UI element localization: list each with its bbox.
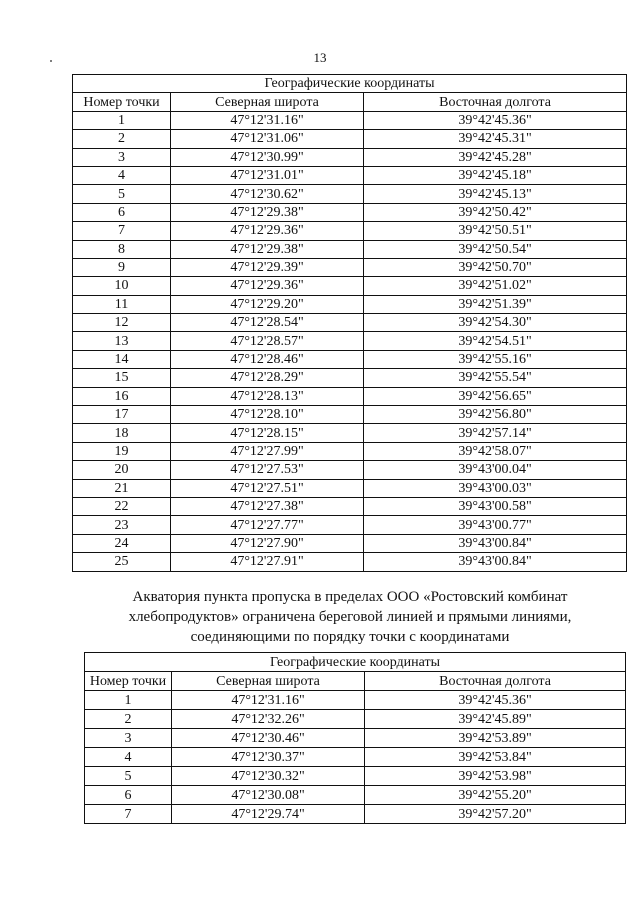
north-latitude-cell: 47°12'29.74"	[172, 805, 365, 824]
north-latitude-cell: 47°12'27.77"	[171, 516, 364, 534]
table-1-row	[73, 516, 627, 534]
east-longitude-cell: 39°42'53.89"	[365, 729, 626, 748]
north-latitude-cell: 47°12'27.99"	[171, 442, 364, 460]
north-latitude-cell: 47°12'27.38"	[171, 497, 364, 515]
table-1-row	[73, 479, 627, 497]
east-longitude-cell: 39°42'56.80"	[364, 406, 627, 424]
point-number-cell: 24	[73, 534, 171, 552]
point-number-cell: 20	[73, 461, 171, 479]
north-latitude-cell: 47°12'28.13"	[171, 387, 364, 405]
table-1-row	[73, 553, 627, 571]
table-1-row	[73, 369, 627, 387]
east-longitude-cell: 39°43'00.84"	[364, 553, 627, 571]
table-2-row	[85, 748, 626, 767]
point-number-cell: 1	[85, 691, 172, 710]
table-1-col-point-number: Номер точки	[73, 93, 171, 111]
table-1-group-header-row	[73, 75, 627, 93]
point-number-cell: 4	[73, 166, 171, 184]
north-latitude-cell: 47°12'27.53"	[171, 461, 364, 479]
table-2-row	[85, 691, 626, 710]
north-latitude-cell: 47°12'31.16"	[171, 111, 364, 129]
point-number-cell: 6	[73, 203, 171, 221]
point-number-cell: 4	[85, 748, 172, 767]
north-latitude-cell: 47°12'28.15"	[171, 424, 364, 442]
east-longitude-cell: 39°42'54.51"	[364, 332, 627, 350]
point-number-cell: 6	[85, 786, 172, 805]
table-1-row	[73, 258, 627, 276]
table-1-row	[73, 442, 627, 460]
north-latitude-cell: 47°12'30.46"	[172, 729, 365, 748]
east-longitude-cell: 39°42'45.18"	[364, 166, 627, 184]
table-1-row	[73, 534, 627, 552]
table-2-body	[85, 691, 626, 824]
point-number-cell: 7	[85, 805, 172, 824]
north-latitude-cell: 47°12'30.32"	[172, 767, 365, 786]
north-latitude-cell: 47°12'28.29"	[171, 369, 364, 387]
point-number-cell: 9	[73, 258, 171, 276]
table-1-row	[73, 332, 627, 350]
north-latitude-cell: 47°12'27.90"	[171, 534, 364, 552]
point-number-cell: 5	[73, 185, 171, 203]
point-number-cell: 22	[73, 497, 171, 515]
point-number-cell: 2	[85, 710, 172, 729]
north-latitude-cell: 47°12'29.36"	[171, 277, 364, 295]
east-longitude-cell: 39°42'55.20"	[365, 786, 626, 805]
north-latitude-cell: 47°12'32.26"	[172, 710, 365, 729]
east-longitude-cell: 39°42'51.02"	[364, 277, 627, 295]
point-number-cell: 18	[73, 424, 171, 442]
point-number-cell: 2	[73, 130, 171, 148]
table-1-row	[73, 166, 627, 184]
east-longitude-cell: 39°43'00.04"	[364, 461, 627, 479]
table-2-row	[85, 805, 626, 824]
table-1-row	[73, 203, 627, 221]
north-latitude-cell: 47°12'28.54"	[171, 314, 364, 332]
point-number-cell: 25	[73, 553, 171, 571]
north-latitude-cell: 47°12'29.36"	[171, 222, 364, 240]
point-number-cell: 15	[73, 369, 171, 387]
table-1-col-north-latitude: Северная широта	[171, 93, 364, 111]
north-latitude-cell: 47°12'28.57"	[171, 332, 364, 350]
point-number-cell: 3	[73, 148, 171, 166]
table-1-row	[73, 350, 627, 368]
table-2-col-north-latitude: Северная широта	[172, 672, 365, 691]
table-1-row	[73, 277, 627, 295]
table-1-row	[73, 497, 627, 515]
north-latitude-cell: 47°12'29.20"	[171, 295, 364, 313]
east-longitude-cell: 39°42'45.28"	[364, 148, 627, 166]
east-longitude-cell: 39°42'58.07"	[364, 442, 627, 460]
table-2-column-header-row	[85, 672, 626, 691]
point-number-cell: 17	[73, 406, 171, 424]
table-1-column-header-row	[73, 93, 627, 111]
table-1-row	[73, 222, 627, 240]
table-1-col-east-longitude: Восточная долгота	[364, 93, 627, 111]
coordinates-table-2	[84, 652, 626, 824]
point-number-cell: 3	[85, 729, 172, 748]
table-1-row	[73, 387, 627, 405]
east-longitude-cell: 39°43'00.58"	[364, 497, 627, 515]
north-latitude-cell: 47°12'27.51"	[171, 479, 364, 497]
east-longitude-cell: 39°43'00.84"	[364, 534, 627, 552]
point-number-cell: 19	[73, 442, 171, 460]
east-longitude-cell: 39°42'53.84"	[365, 748, 626, 767]
table-1-row	[73, 406, 627, 424]
table-2-row	[85, 767, 626, 786]
point-number-cell: 13	[73, 332, 171, 350]
north-latitude-cell: 47°12'30.08"	[172, 786, 365, 805]
east-longitude-cell: 39°43'00.77"	[364, 516, 627, 534]
east-longitude-cell: 39°42'45.36"	[365, 691, 626, 710]
east-longitude-cell: 39°43'00.03"	[364, 479, 627, 497]
table-2-row	[85, 710, 626, 729]
east-longitude-cell: 39°42'55.16"	[364, 350, 627, 368]
east-longitude-cell: 39°42'57.20"	[365, 805, 626, 824]
east-longitude-cell: 39°42'57.14"	[364, 424, 627, 442]
east-longitude-cell: 39°42'50.51"	[364, 222, 627, 240]
coordinates-table-1	[72, 74, 627, 572]
table-1-row	[73, 148, 627, 166]
table-2-row	[85, 786, 626, 805]
paragraph-line: хлебопродуктов» ограничена береговой линией и прямыми линиями,	[128, 609, 572, 625]
north-latitude-cell: 47°12'29.38"	[171, 203, 364, 221]
north-latitude-cell: 47°12'28.46"	[171, 350, 364, 368]
table-1-body	[73, 111, 627, 571]
point-number-cell: 21	[73, 479, 171, 497]
east-longitude-cell: 39°42'53.98"	[365, 767, 626, 786]
north-latitude-cell: 47°12'29.38"	[171, 240, 364, 258]
point-number-cell: 23	[73, 516, 171, 534]
point-number-cell: 11	[73, 295, 171, 313]
table-2-group-header-row	[85, 653, 626, 672]
table-1-row	[73, 295, 627, 313]
table-1-row	[73, 461, 627, 479]
east-longitude-cell: 39°42'45.31"	[364, 130, 627, 148]
point-number-cell: 1	[73, 111, 171, 129]
aquatory-description	[80, 587, 620, 647]
point-number-cell: 14	[73, 350, 171, 368]
east-longitude-cell: 39°42'45.89"	[365, 710, 626, 729]
east-longitude-cell: 39°42'45.36"	[364, 111, 627, 129]
table-1-row	[73, 424, 627, 442]
point-number-cell: 7	[73, 222, 171, 240]
table-1-row	[73, 314, 627, 332]
table-1-row	[73, 185, 627, 203]
table-1-group-header: Географические координаты	[73, 75, 627, 93]
east-longitude-cell: 39°42'50.54"	[364, 240, 627, 258]
east-longitude-cell: 39°42'45.13"	[364, 185, 627, 203]
point-number-cell: 16	[73, 387, 171, 405]
table-1-row	[73, 130, 627, 148]
east-longitude-cell: 39°42'51.39"	[364, 295, 627, 313]
paragraph-line: соединяющими по порядку точки с координатами	[190, 629, 510, 645]
page-number: 13	[313, 50, 327, 65]
north-latitude-cell: 47°12'31.01"	[171, 166, 364, 184]
table-2-col-east-longitude: Восточная долгота	[365, 672, 626, 691]
north-latitude-cell: 47°12'31.06"	[171, 130, 364, 148]
point-number-cell: 12	[73, 314, 171, 332]
east-longitude-cell: 39°42'55.54"	[364, 369, 627, 387]
point-number-cell: 10	[73, 277, 171, 295]
east-longitude-cell: 39°42'54.30"	[364, 314, 627, 332]
east-longitude-cell: 39°42'56.65"	[364, 387, 627, 405]
table-1-row	[73, 111, 627, 129]
table-1-row	[73, 240, 627, 258]
north-latitude-cell: 47°12'28.10"	[171, 406, 364, 424]
north-latitude-cell: 47°12'29.39"	[171, 258, 364, 276]
table-2-col-point-number: Номер точки	[85, 672, 172, 691]
point-number-cell: 8	[73, 240, 171, 258]
north-latitude-cell: 47°12'30.99"	[171, 148, 364, 166]
paragraph-line: Акватория пункта пропуска в пределах ООО «Ростовский комбинат	[132, 589, 568, 605]
point-number-cell: 5	[85, 767, 172, 786]
north-latitude-cell: 47°12'27.91"	[171, 553, 364, 571]
east-longitude-cell: 39°42'50.42"	[364, 203, 627, 221]
table-2-row	[85, 729, 626, 748]
north-latitude-cell: 47°12'30.37"	[172, 748, 365, 767]
north-latitude-cell: 47°12'31.16"	[172, 691, 365, 710]
north-latitude-cell: 47°12'30.62"	[171, 185, 364, 203]
table-2-group-header: Географические координаты	[85, 653, 626, 672]
east-longitude-cell: 39°42'50.70"	[364, 258, 627, 276]
